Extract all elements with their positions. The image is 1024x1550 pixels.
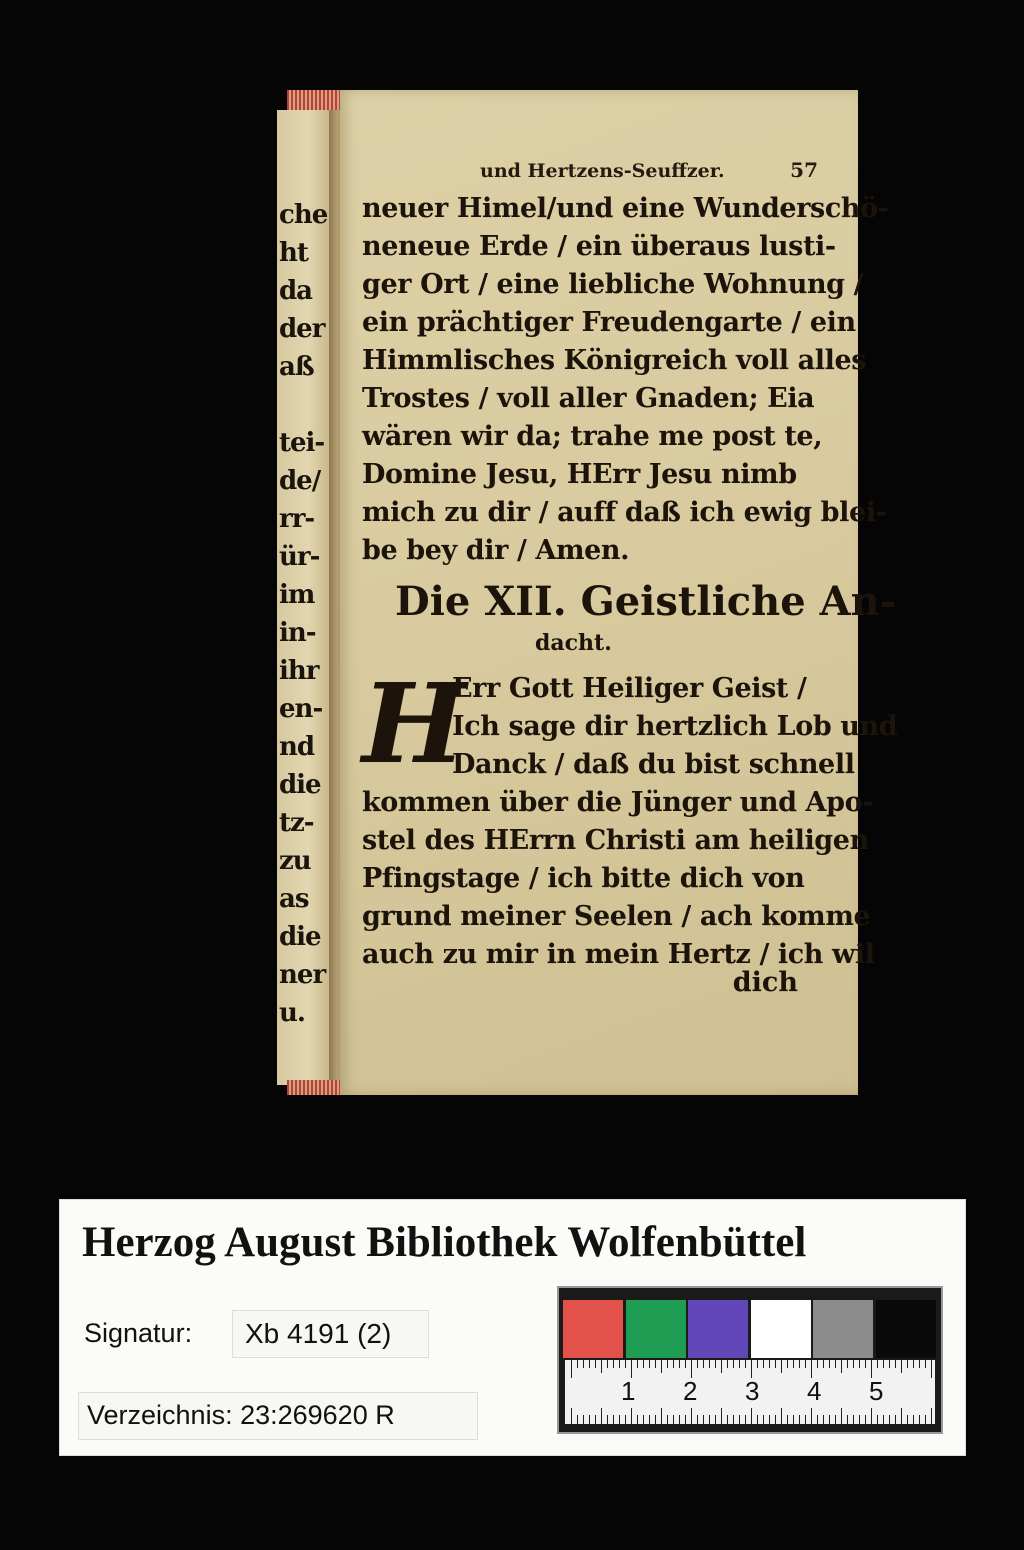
scale-tick	[751, 1408, 752, 1424]
scale-tick	[853, 1360, 854, 1368]
headband-bottom	[287, 1080, 342, 1095]
scale-tick	[745, 1360, 746, 1368]
signatur-value: Xb 4191 (2)	[245, 1318, 392, 1349]
text-line: Err Gott Heiliger Geist /	[452, 673, 807, 704]
scale-tick	[727, 1360, 728, 1368]
scale-tick	[829, 1360, 830, 1368]
scale-tick	[721, 1408, 722, 1424]
scale-tick	[667, 1360, 668, 1368]
scale-tick	[601, 1408, 602, 1424]
scale-tick	[889, 1360, 890, 1368]
facing-page-line: im	[279, 580, 315, 610]
facing-page-line: u.	[279, 998, 305, 1028]
text-line: Danck / daß du bist schnell	[452, 749, 855, 780]
facing-page-line: as	[279, 884, 309, 914]
scale-tick	[883, 1360, 884, 1368]
scale-tick	[877, 1360, 878, 1368]
scale-number: 2	[683, 1376, 698, 1406]
scale-tick	[799, 1360, 800, 1368]
scale-tick	[583, 1360, 584, 1368]
scale-tick	[823, 1415, 824, 1424]
text-line: Himmlisches Königreich voll alles	[362, 345, 867, 376]
facing-page-line: da	[279, 276, 313, 306]
scale-tick	[907, 1415, 908, 1424]
color-swatch	[563, 1300, 623, 1358]
facing-page-line: ner	[279, 960, 326, 990]
facing-page-line: der	[279, 314, 325, 344]
library-name: Herzog August Bibliothek Wolfenbüttel	[82, 1219, 807, 1266]
scale-tick	[739, 1360, 740, 1368]
facing-page-line: aß	[279, 352, 314, 382]
verzeichnis-text: Verzeichnis: 23:269620 R	[87, 1400, 395, 1430]
text-line: be bey dir / Amen.	[362, 535, 630, 566]
scale-tick	[643, 1415, 644, 1424]
scale-tick	[595, 1415, 596, 1424]
scale-tick	[781, 1408, 782, 1424]
text-line: kommen über die Jünger und Apo-	[362, 787, 873, 818]
facing-page-line: in-	[279, 618, 316, 648]
color-swatch	[813, 1300, 873, 1358]
scale-tick	[577, 1360, 578, 1368]
scale-tick	[847, 1415, 848, 1424]
scale-tick	[667, 1415, 668, 1424]
text-line: neuer Himel/und eine Wunderschö-	[362, 193, 889, 224]
scale-tick	[625, 1415, 626, 1424]
scale-tick	[919, 1415, 920, 1424]
scale-tick	[805, 1415, 806, 1424]
scale-tick	[859, 1415, 860, 1424]
scale-tick	[883, 1415, 884, 1424]
section-text	[362, 659, 898, 974]
scale-tick	[757, 1415, 758, 1424]
facing-page-line: che	[279, 200, 328, 230]
scale-tick	[637, 1415, 638, 1424]
scale-tick	[721, 1360, 722, 1373]
facing-page-line: de/	[279, 466, 321, 496]
scale-tick	[811, 1408, 812, 1424]
scale-tick	[925, 1360, 926, 1368]
scale-tick	[835, 1415, 836, 1424]
scale-tick	[895, 1360, 896, 1368]
scale-tick	[571, 1360, 572, 1378]
page-number: 57	[790, 158, 818, 182]
facing-page-fragment	[277, 110, 329, 1085]
scale-tick	[745, 1415, 746, 1424]
scale-tick	[613, 1415, 614, 1424]
scale-tick	[631, 1408, 632, 1424]
scale-tick	[799, 1415, 800, 1424]
scale-tick	[787, 1415, 788, 1424]
scale-tick	[805, 1360, 806, 1368]
scale-tick	[775, 1415, 776, 1424]
scale-tick	[865, 1415, 866, 1424]
scale-tick	[859, 1360, 860, 1368]
text-line: stel des HErrn Christi am heiligen	[362, 825, 869, 856]
measurement-scale	[565, 1360, 935, 1424]
decorated-initial: H	[362, 659, 466, 788]
scale-number: 1	[621, 1376, 636, 1406]
scale-tick	[685, 1360, 686, 1368]
scale-tick	[787, 1360, 788, 1368]
scale-tick	[589, 1415, 590, 1424]
facing-page-line: die	[279, 922, 321, 952]
facing-page-line: rr-	[279, 504, 315, 534]
scale-tick	[781, 1360, 782, 1373]
scale-tick	[901, 1408, 902, 1424]
scale-tick	[571, 1408, 572, 1424]
text-line: Trostes / voll aller Gnaden; Eia	[362, 383, 815, 414]
scale-tick	[733, 1415, 734, 1424]
scale-tick	[871, 1408, 872, 1424]
scale-tick	[715, 1415, 716, 1424]
section-heading-continued: dacht.	[535, 630, 612, 656]
text-line: auch zu mir in mein Hertz / ich wil	[362, 939, 875, 970]
scale-tick	[817, 1360, 818, 1368]
scale-tick	[901, 1360, 902, 1373]
scale-tick	[619, 1415, 620, 1424]
scale-tick	[697, 1415, 698, 1424]
scale-tick	[643, 1360, 644, 1368]
scale-tick	[865, 1360, 866, 1368]
color-swatch	[626, 1300, 686, 1358]
scale-tick	[931, 1408, 932, 1424]
scale-tick	[793, 1415, 794, 1424]
facing-page-line: ht	[279, 238, 308, 268]
scale-tick	[763, 1360, 764, 1368]
scale-tick	[649, 1360, 650, 1368]
book-page	[340, 90, 898, 1095]
headband-top	[287, 90, 342, 110]
scale-tick	[913, 1360, 914, 1368]
scale-tick	[769, 1415, 770, 1424]
text-line: Domine Jesu, HErr Jesu nimb	[362, 459, 797, 490]
text-line: neneue Erde / ein überaus lusti-	[362, 231, 836, 262]
scale-tick	[673, 1360, 674, 1368]
color-swatch	[876, 1300, 936, 1358]
scale-tick	[823, 1360, 824, 1368]
scale-tick	[847, 1360, 848, 1368]
scale-tick	[841, 1408, 842, 1424]
scale-tick	[853, 1415, 854, 1424]
facing-page-line: en-	[279, 694, 323, 724]
facing-page-line: tei-	[279, 428, 325, 458]
scale-tick	[661, 1408, 662, 1424]
scale-tick	[673, 1415, 674, 1424]
facing-page-line: ür-	[279, 542, 320, 572]
color-swatch	[751, 1300, 811, 1358]
text-line: Pfingstage / ich bitte dich von	[362, 863, 805, 894]
scale-tick	[895, 1415, 896, 1424]
scale-tick	[709, 1415, 710, 1424]
scale-tick	[715, 1360, 716, 1368]
scale-tick	[925, 1415, 926, 1424]
scale-tick	[607, 1415, 608, 1424]
scale-tick	[679, 1415, 680, 1424]
scale-tick	[607, 1360, 608, 1368]
scale-tick	[613, 1360, 614, 1368]
body-text	[362, 190, 889, 570]
scale-tick	[649, 1415, 650, 1424]
color-checker	[559, 1288, 941, 1432]
color-swatch	[688, 1300, 748, 1358]
catchword: dich	[732, 967, 798, 998]
scale-tick	[877, 1415, 878, 1424]
scale-tick	[637, 1360, 638, 1368]
scale-number: 4	[807, 1376, 822, 1406]
scale-number: 3	[745, 1376, 760, 1406]
scale-tick	[769, 1360, 770, 1368]
scale-tick	[793, 1360, 794, 1368]
signatur-box	[232, 1310, 429, 1358]
scale-tick	[757, 1360, 758, 1368]
scale-tick	[727, 1415, 728, 1424]
verzeichnis-box	[78, 1392, 478, 1440]
scale-number: 5	[869, 1376, 884, 1406]
scale-tick	[817, 1415, 818, 1424]
scale-tick	[709, 1360, 710, 1368]
facing-page-line: ihr	[279, 656, 319, 686]
text-line: Ich sage dir hertzlich Lob und	[452, 711, 898, 742]
scale-tick	[913, 1415, 914, 1424]
scale-tick	[739, 1415, 740, 1424]
scale-tick	[577, 1415, 578, 1424]
scale-tick	[703, 1415, 704, 1424]
scale-tick	[661, 1360, 662, 1373]
scale-tick	[589, 1360, 590, 1368]
text-line: mich zu dir / auff daß ich ewig blei-	[362, 497, 887, 528]
text-line: ger Ort / eine liebliche Wohnung /	[362, 269, 864, 300]
scale-tick	[931, 1360, 932, 1378]
facing-page-line: zu	[279, 846, 311, 876]
scale-tick	[625, 1360, 626, 1368]
facing-page-line: nd	[279, 732, 315, 762]
scale-tick	[889, 1415, 890, 1424]
scale-tick	[841, 1360, 842, 1373]
text-line: ein prächtiger Freudengarte / ein	[362, 307, 856, 338]
text-line: wären wir da; trahe me post te,	[362, 421, 823, 452]
facing-page-line: die	[279, 770, 321, 800]
section-heading: Die XII. Geistliche An-	[395, 578, 897, 625]
scale-tick	[919, 1360, 920, 1368]
scale-tick	[583, 1415, 584, 1424]
scale-tick	[619, 1360, 620, 1368]
text-line: grund meiner Seelen / ach komme	[362, 901, 871, 932]
signatur-label: Signatur:	[84, 1318, 193, 1348]
scale-tick	[685, 1415, 686, 1424]
running-head: und Hertzens-Seuffzer.	[480, 160, 725, 182]
scale-tick	[733, 1360, 734, 1368]
scale-tick	[691, 1408, 692, 1424]
scale-tick	[907, 1360, 908, 1368]
scale-tick	[697, 1360, 698, 1368]
library-card	[60, 1200, 965, 1455]
scale-tick	[679, 1360, 680, 1368]
scale-tick	[655, 1415, 656, 1424]
scale-tick	[829, 1415, 830, 1424]
scale-tick	[655, 1360, 656, 1368]
scale-tick	[601, 1360, 602, 1373]
scale-tick	[763, 1415, 764, 1424]
facing-page-line: tz-	[279, 808, 314, 838]
scale-tick	[595, 1360, 596, 1368]
scale-tick	[703, 1360, 704, 1368]
scale-tick	[775, 1360, 776, 1368]
scale-tick	[835, 1360, 836, 1368]
